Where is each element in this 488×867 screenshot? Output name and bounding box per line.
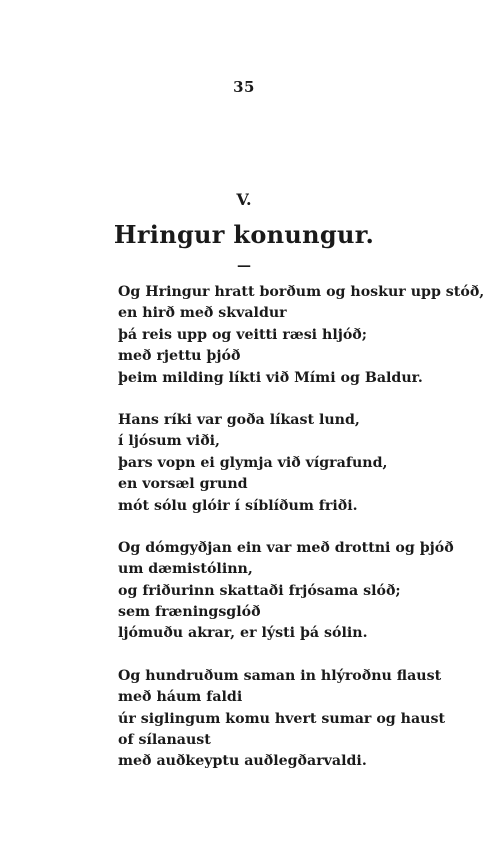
poem-line: þá reis upp og veitti ræsi hljóð; — [118, 326, 368, 343]
poem-line: en vorsæl grund — [118, 476, 248, 493]
page-number: 35 — [233, 78, 255, 96]
title-rule: — — [237, 258, 251, 274]
poem-line: Og hundruðum saman in hlýroðnu flaust — [118, 667, 442, 684]
stanza-1 — [118, 282, 485, 389]
poem-line: Og Hringur hratt borðum og hoskur upp stóð, — [118, 284, 485, 300]
poem-line: með rjettu þjóð — [118, 348, 241, 365]
poem-line: í ljósum viði, — [118, 433, 220, 450]
poem-line: með háum faldi — [118, 689, 243, 706]
poem-title: Hringur konungur. — [113, 220, 375, 249]
poem-line: Og dómgyðjan ein var með drottni og þjóð — [118, 539, 454, 556]
section-numeral: V. — [236, 190, 252, 209]
poem-line: of sílanaust — [118, 732, 211, 749]
poem-line: þeim milding líkti við Mími og Baldur. — [118, 369, 423, 386]
poem-line: með auðkeyptu auðlegðarvaldi. — [118, 753, 367, 770]
poem-line: en hirð með skvaldur — [118, 305, 287, 322]
stanza-3 — [118, 538, 478, 645]
poem-body — [118, 282, 485, 794]
poem-line: Hans ríki var goða líkast lund, — [118, 411, 360, 428]
poem-line: sem fræningsglóð — [118, 604, 261, 621]
poem-line: og friðurinn skattaði frjósama slóð; — [118, 582, 401, 599]
poem-line: úr siglingum komu hvert sumar og haust — [118, 710, 446, 727]
poem-line: mót sólu glóir í síblíðum friði. — [118, 497, 358, 514]
poem-line: ljómuðu akrar, er lýsti þá sólin. — [118, 625, 368, 642]
stanza-4 — [118, 666, 478, 773]
poem-line: um dæmistólinn, — [118, 561, 253, 578]
poem-line: þars vopn ei glymja við vígrafund, — [118, 454, 388, 471]
stanza-2 — [118, 410, 478, 517]
